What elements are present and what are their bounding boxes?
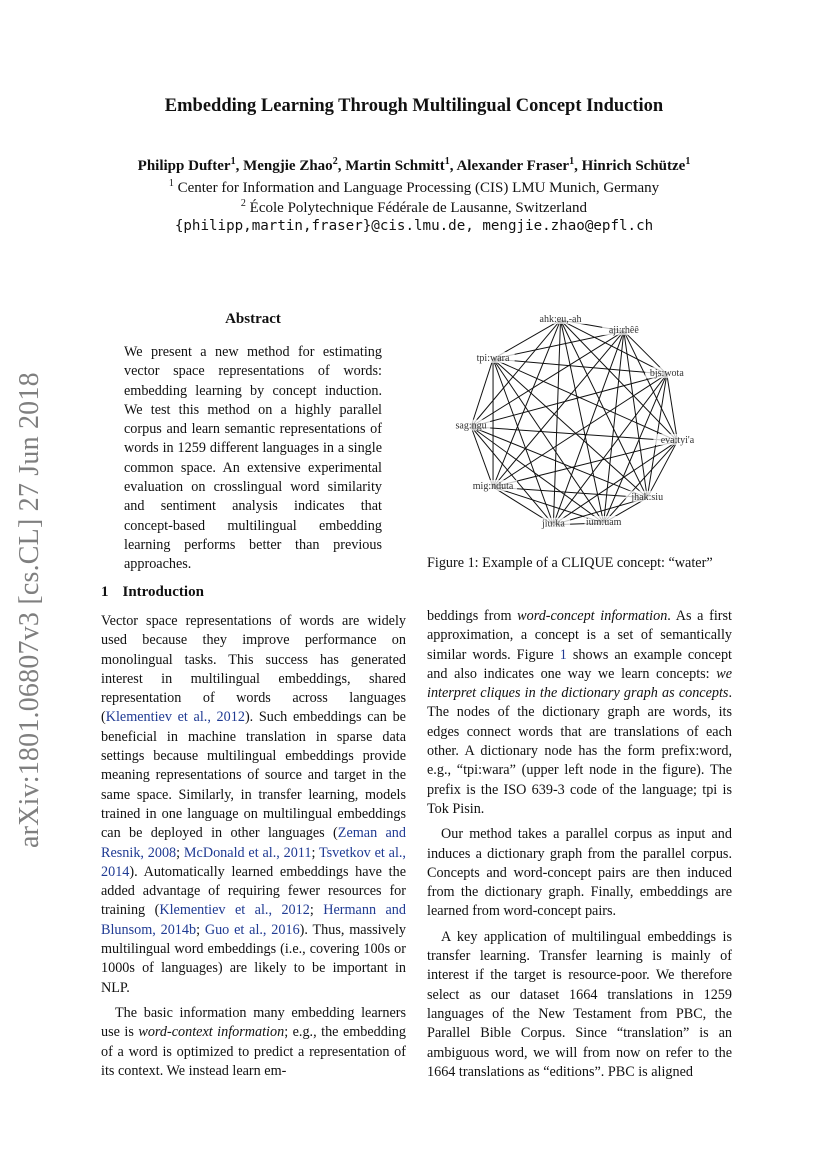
clique-edge — [471, 427, 493, 487]
citation-link[interactable]: Hermann and Blunsom, 2014b — [101, 902, 406, 938]
citation-link[interactable]: Guo et al., 2016 — [204, 921, 300, 938]
clique-edge — [561, 320, 648, 498]
clique-node-label: tpi:wara — [476, 352, 510, 364]
clique-node-label: mig:nduta — [472, 481, 514, 493]
intro-paragraph-3: beddings from word-concept information. As a first approximation, a concept is a set of semantically similar words. Figure 1 shows an example concept and also indicates one way we learn concepts: we interpret cliques in the dictionary graph as concepts. The nodes of the dictionary graph are words, its edges connect words that are translations of each other. A dictionary node has the form prefix:word, e.g., “tpi:wara” (upper left node in the figure). The prefix is the ISO 639-3 code of the language; tpi is Tok Pisin. — [427, 608, 733, 817]
citation-link[interactable]: McDonald et al., 2011 — [183, 844, 312, 861]
citation-link[interactable]: Klementiev et al., 2012 — [159, 902, 310, 919]
clique-edge — [493, 359, 553, 525]
intro-paragraph-4: Our method takes a parallel corpus as input and induces a dictionary graph from the parallel corpus. Concepts and word-concept pairs are then induced from the dictionary graph. Finally, embeddings are learned from word-concept pairs. — [427, 826, 732, 920]
clique-edge — [471, 359, 493, 427]
paper-title: Embedding Learning Through Multilingual Concept Induction — [164, 96, 664, 116]
author-name: Mengjie Zhao$^2$ — [243, 156, 338, 174]
clique-figure — [455, 305, 695, 545]
clique-edge — [553, 320, 560, 525]
author-list: Philipp Dufter$^1$, Mengjie Zhao$^2$, Martin Schmitt$^1$, Alexander Fraser$^1$, Hinrich Schütze$^1$ — [137, 156, 691, 174]
intro-paragraph-2: The basic information many embedding learners use is word-context information; e.g., the embedding of a word is optimized to predict a representation of its context. We instead learn em- — [101, 1004, 406, 1079]
clique-edge — [471, 331, 624, 426]
clique-edge — [471, 427, 553, 525]
clique-node-label: jhak:siu — [631, 491, 664, 503]
clique-edge — [471, 374, 667, 426]
citation-link[interactable]: 1 — [559, 646, 567, 663]
clique-edge — [493, 320, 560, 487]
citation-link[interactable]: Klementiev et al., 2012 — [105, 709, 245, 726]
author-name: Hinrich Schütze$^1$ — [581, 156, 691, 174]
intro-paragraph-1: Vector space representations of words are widely used because they improve performance on monolingual tasks. This success has generated interest in multilingual embeddings, shared representation of words across languages (Klementiev et al., 2012). Such embeddings can be beneficial in machine translation in sparse data settings because multilingual embeddings provide meaning representations of source and target in the same space. Similarly, in transfer learning, models trained in one language on multilingual embeddings can be deployed in other languages (Zeman and Resnik, 2008; McDonald et al., 2011; Tsvetkov et al., 2014). Automatically learned embeddings have the added advantage of requiring fewer resources for training (Klementiev et al., 2012; Hermann and Blunsom, 2014b; Guo et al., 2016). Thus, massively multilingual word embeddings (i.e., covering 100s or 1000s of languages) are likely to be important in NLP. — [101, 613, 406, 996]
clique-node-label: aji:rhêê — [608, 325, 639, 337]
clique-edge — [471, 320, 560, 427]
author-name: Alexander Fraser$^1$ — [456, 156, 575, 174]
affiliation-2: $^2$ École Polytechnique Fédérale de Lausanne, Switzerland — [240, 198, 588, 216]
figure-caption: Figure 1: Example of a CLIQUE concept: “water” — [427, 555, 713, 571]
clique-node-label: sag:ngu — [455, 420, 487, 432]
left-column — [101, 612, 406, 1081]
clique-node-label: ahk:eu,-ah — [539, 314, 582, 326]
clique-node-label: eva:tyi'a — [660, 435, 695, 447]
clique-edge — [493, 359, 647, 498]
author-emails: {philipp,martin,fraser}@cis.lmu.de, mengjie.zhao@epfl.ch — [174, 218, 654, 234]
section-heading: 1 Introduction — [101, 584, 204, 600]
clique-node-label: bjs:wota — [649, 368, 684, 380]
author-name: Philipp Dufter$^1$ — [137, 156, 236, 174]
abstract-heading: Abstract — [225, 311, 281, 327]
clique-node-label: jiu:ka — [541, 518, 565, 530]
right-column — [427, 607, 732, 1082]
author-name: Martin Schmitt$^1$ — [345, 156, 450, 174]
affiliation-1: $^1$ Center for Information and Language Processing (CIS) LMU Munich, Germany — [168, 178, 660, 196]
arxiv-stamp: arXiv:1801.06807v3 [cs.CL] 27 Jun 2018 — [14, 372, 45, 848]
citation-link[interactable]: Zeman and Resnik, 2008 — [101, 825, 406, 861]
intro-paragraph-5: A key application of multilingual embeddings is transfer learning. Transfer learning is mainly of interest if the target is resource-poor. We therefore select as our dataset 1664 translations in 1259 languages of the New Testament from PBC, the Parallel Bible Corpus. Since “translation” is an ambiguous word, we will from now on refer to the 1664 translations as “editions”. PBC is aligned — [427, 928, 732, 1080]
clique-node-label: ium:uam — [585, 516, 622, 528]
citation-link[interactable]: Tsvetkov et al., 2014 — [101, 844, 406, 880]
abstract-text: We present a new method for estimating vector space representations of words: embedding learning by concept induction. We test this method on a highly parallel corpus and learn semantic representations of words in 1259 different languages in a single common space. An extensive experimental evaluation on crosslingual word similarity and sentiment analysis indicates that concept-based multilingual embedding learning performs better than previous approaches. — [124, 344, 382, 573]
